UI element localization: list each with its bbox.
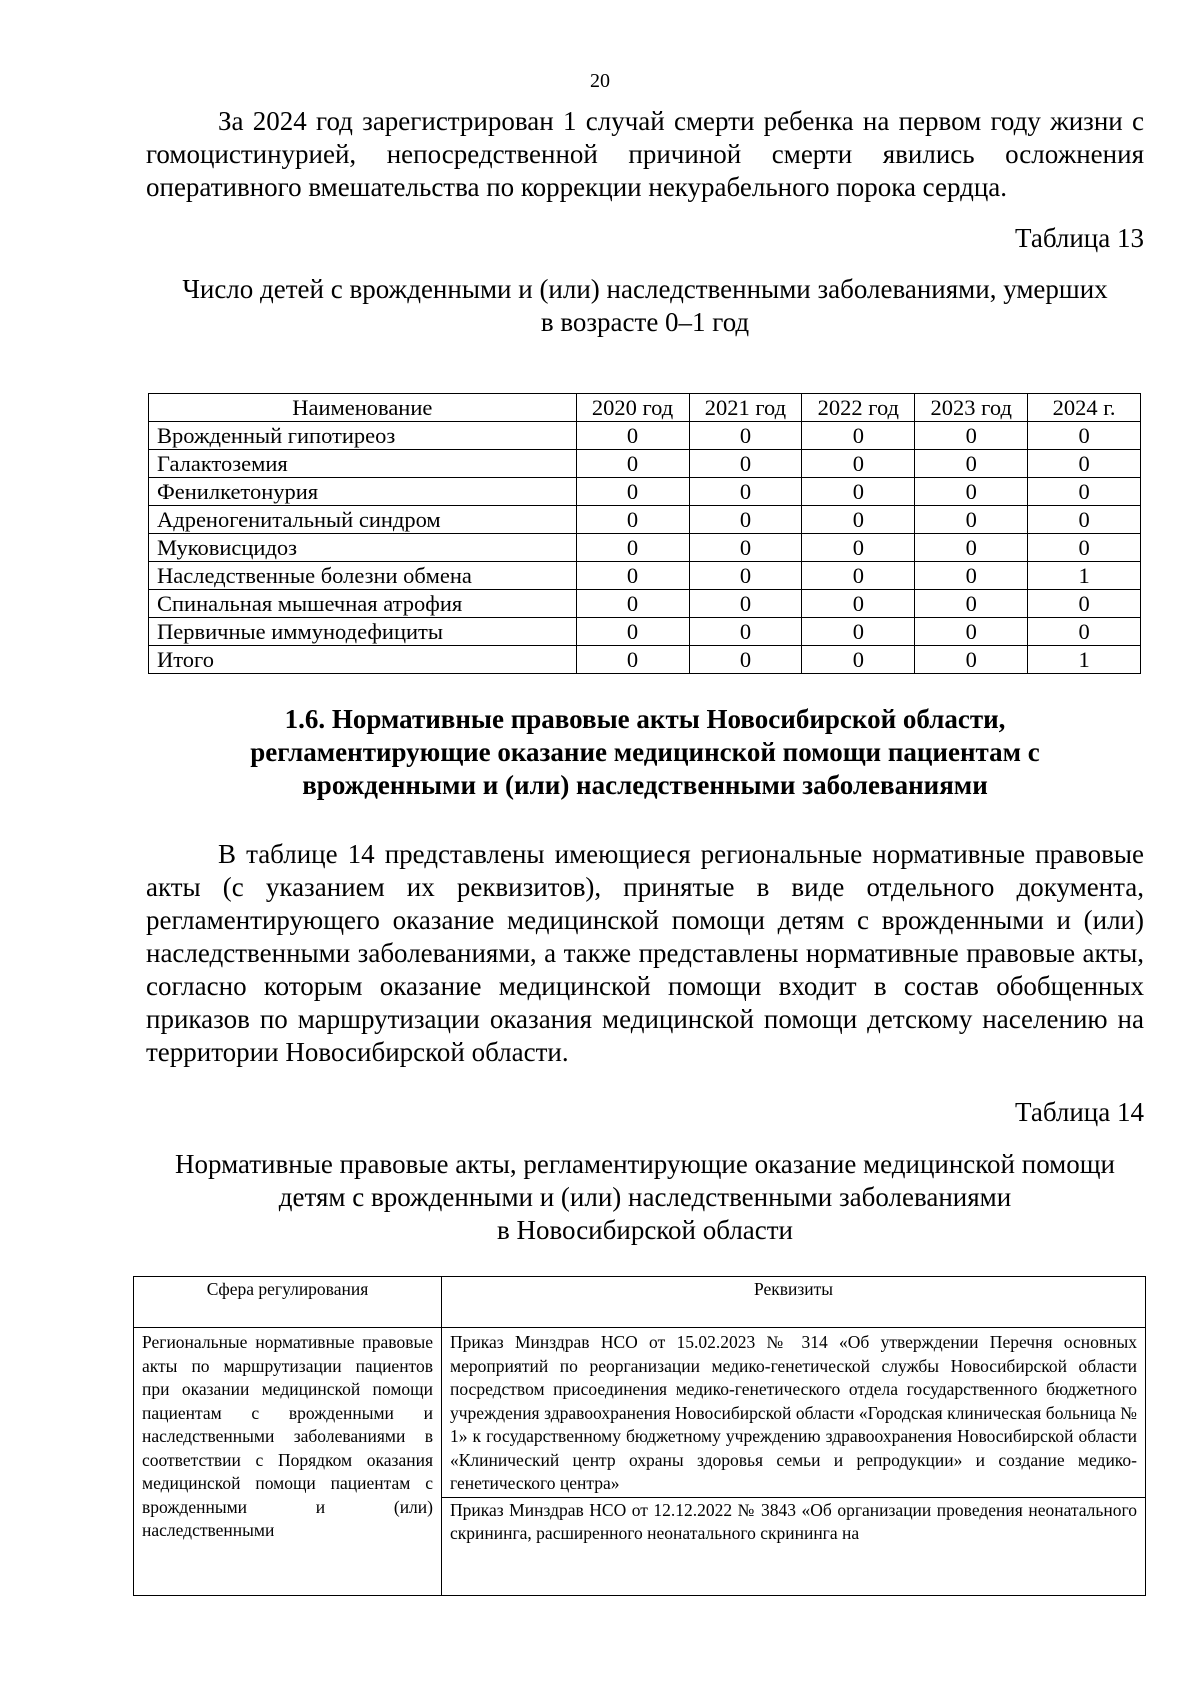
table14-requisite-1: Приказ Минздрав НСО от 15.02.2023 № 314 «Об утверждении Перечня основных мероприятий по реорганизации медико-генетической службы Новосибирской области посредством присоединения медико-генетического отдела государственного бюджетного учреждения здравоохранения Новосибирской области «Городская клиническая больница № 1» к государственному бюджетному учреждению здравоохранения Новосибирской области «Клинический центр охраны здоровья семьи и репродукции» и создание медико-генетического центра» — [442, 1331, 1145, 1498]
table13-caption-line1: Число детей с врожденными и (или) наследственными заболеваниями, умерших — [182, 274, 1108, 304]
table13-row-name: Итого — [149, 646, 577, 674]
table13-value-cell: 0 — [802, 506, 915, 534]
table13-value-cell: 0 — [1028, 590, 1141, 618]
table13-value-cell: 0 — [1028, 534, 1141, 562]
table14-label: Таблица 14 — [1015, 1097, 1144, 1127]
table13-value-cell: 0 — [1028, 450, 1141, 478]
table13-value-cell: 0 — [576, 478, 689, 506]
table14-header-requisites: Реквизиты — [442, 1277, 1146, 1328]
table13-row-name: Фенилкетонурия — [149, 478, 577, 506]
table13-value-cell: 0 — [802, 422, 915, 450]
table13-row — [149, 646, 1141, 674]
table14-header-row — [134, 1277, 1146, 1328]
table13-value-cell: 0 — [576, 534, 689, 562]
table13-row-name: Муковисцидоз — [149, 534, 577, 562]
table13-value-cell: 0 — [1028, 618, 1141, 646]
table13-value-cell: 0 — [802, 478, 915, 506]
table13-value-cell: 0 — [802, 646, 915, 674]
table13-value-cell: 0 — [689, 646, 802, 674]
table13-body — [149, 422, 1141, 674]
table13-row — [149, 618, 1141, 646]
table13-value-cell: 0 — [802, 590, 915, 618]
table13-value-cell: 0 — [802, 534, 915, 562]
table13-row — [149, 562, 1141, 590]
table13-value-cell: 0 — [689, 590, 802, 618]
table13-header-cell: 2020 год — [576, 394, 689, 422]
table13-label: Таблица 13 — [1015, 223, 1144, 253]
table13-value-cell: 0 — [576, 618, 689, 646]
table13-value-cell: 0 — [689, 506, 802, 534]
section-paragraph: В таблице 14 представлены имеющиеся региональные нормативные правовые акты (с указанием их реквизитов), принятые в виде отдельного документа, регламентирующего оказание медицинской помощи детям с врожденными и (или) наследственными заболеваниями, а также представлены нормативные правовые акты, согласно которым оказание медицинской помощи входит в состав обобщенных приказов по маршрутизации оказания медицинской помощи детскому населению на территории Новосибирской области. — [146, 839, 1144, 1067]
table13-value-cell: 0 — [915, 590, 1028, 618]
table13-value-cell: 0 — [689, 450, 802, 478]
table13-row — [149, 478, 1141, 506]
table13-value-cell: 0 — [576, 450, 689, 478]
table14-caption-line1: Нормативные правовые акты, регламентирующие оказание медицинской помощи — [174, 1149, 1116, 1179]
table13-row — [149, 450, 1141, 478]
page-number: 20 — [590, 70, 610, 92]
table14-sphere-cell — [134, 1328, 442, 1596]
table13-value-cell: 0 — [576, 562, 689, 590]
table13-value-cell: 0 — [915, 506, 1028, 534]
table13-value-cell: 0 — [915, 562, 1028, 590]
section-heading-line3: врожденными и (или) наследственными заболеваниями — [302, 770, 988, 800]
table13-value-cell: 0 — [1028, 478, 1141, 506]
table14-requisite-2: Приказ Минздрав НСО от 12.12.2022 № 3843 «Об организации проведения неонатального скрининга, расширенного неонатального скрининга на — [450, 1499, 1137, 1543]
table13-row-name: Адреногенитальный синдром — [149, 506, 577, 534]
table13-value-cell: 0 — [1028, 422, 1141, 450]
table13-row-name: Спинальная мышечная атрофия — [149, 590, 577, 618]
table13-value-cell: 0 — [915, 450, 1028, 478]
table13-value-cell: 0 — [576, 590, 689, 618]
table14 — [133, 1276, 1146, 1596]
table13-value-cell: 1 — [1028, 646, 1141, 674]
table13-row — [149, 534, 1141, 562]
table14-caption — [146, 1148, 1144, 1247]
section-heading-line2: регламентирующие оказание медицинской помощи пациентам с — [250, 737, 1040, 767]
table13-row — [149, 422, 1141, 450]
table13-value-cell: 0 — [802, 618, 915, 646]
table13-header-cell: 2024 г. — [1028, 394, 1141, 422]
section-heading-line1: 1.6. Нормативные правовые акты Новосибирской области, — [284, 704, 1006, 734]
table13-header-cell: Наименование — [149, 394, 577, 422]
table13-row-name: Галактоземия — [149, 450, 577, 478]
table13-row — [149, 506, 1141, 534]
table14-requisites-cell — [442, 1328, 1146, 1596]
table13-value-cell: 1 — [1028, 562, 1141, 590]
table13-header-cell: 2022 год — [802, 394, 915, 422]
table13-value-cell: 0 — [915, 646, 1028, 674]
table13-value-cell: 0 — [915, 534, 1028, 562]
table13-value-cell: 0 — [689, 562, 802, 590]
table14-caption-line3: в Новосибирской области — [496, 1215, 794, 1245]
table13-row — [149, 590, 1141, 618]
table13-value-cell: 0 — [689, 618, 802, 646]
section-heading — [146, 703, 1144, 802]
table13-header-cell: 2023 год — [915, 394, 1028, 422]
table14-caption-line2: детям с врожденными и (или) наследственными заболеваниями — [278, 1182, 1012, 1212]
table13 — [148, 393, 1141, 674]
table13-value-cell: 0 — [1028, 506, 1141, 534]
table14-row — [134, 1328, 1146, 1596]
table13-value-cell: 0 — [915, 478, 1028, 506]
table13-value-cell: 0 — [689, 534, 802, 562]
table13-caption-line2: в возрасте 0–1 год — [540, 307, 750, 337]
table13-row-name: Наследственные болезни обмена — [149, 562, 577, 590]
table13-value-cell: 0 — [576, 506, 689, 534]
table13-value-cell: 0 — [915, 618, 1028, 646]
table13-value-cell: 0 — [802, 562, 915, 590]
table13-value-cell: 0 — [576, 422, 689, 450]
table13-value-cell: 0 — [689, 478, 802, 506]
table14-header-sphere: Сфера регулирования — [134, 1277, 442, 1328]
table13-row-name: Врожденный гипотиреоз — [149, 422, 577, 450]
table13-value-cell: 0 — [689, 422, 802, 450]
table13-caption — [146, 273, 1144, 339]
table13-row-name: Первичные иммунодефициты — [149, 618, 577, 646]
table13-header-cell: 2021 год — [689, 394, 802, 422]
table14-sphere-text: Региональные нормативные правовые акты по маршрутизации пациентов при оказании медицинской помощи пациентам с врожденными и наследственными заболеваниями в соответствии с Порядком оказания медицинской помощи пациентам с врожденными и (или) наследственными — [142, 1332, 433, 1540]
table13-value-cell: 0 — [576, 646, 689, 674]
table13-value-cell: 0 — [915, 422, 1028, 450]
table13-header-row — [149, 394, 1141, 422]
intro-paragraph: За 2024 год зарегистрирован 1 случай смерти ребенка на первом году жизни с гомоцистинурией, непосредственной причиной смерти явились осложнения оперативного вмешательства по коррекции некурабельного порока сердца. — [146, 106, 1144, 202]
table13-value-cell: 0 — [802, 450, 915, 478]
